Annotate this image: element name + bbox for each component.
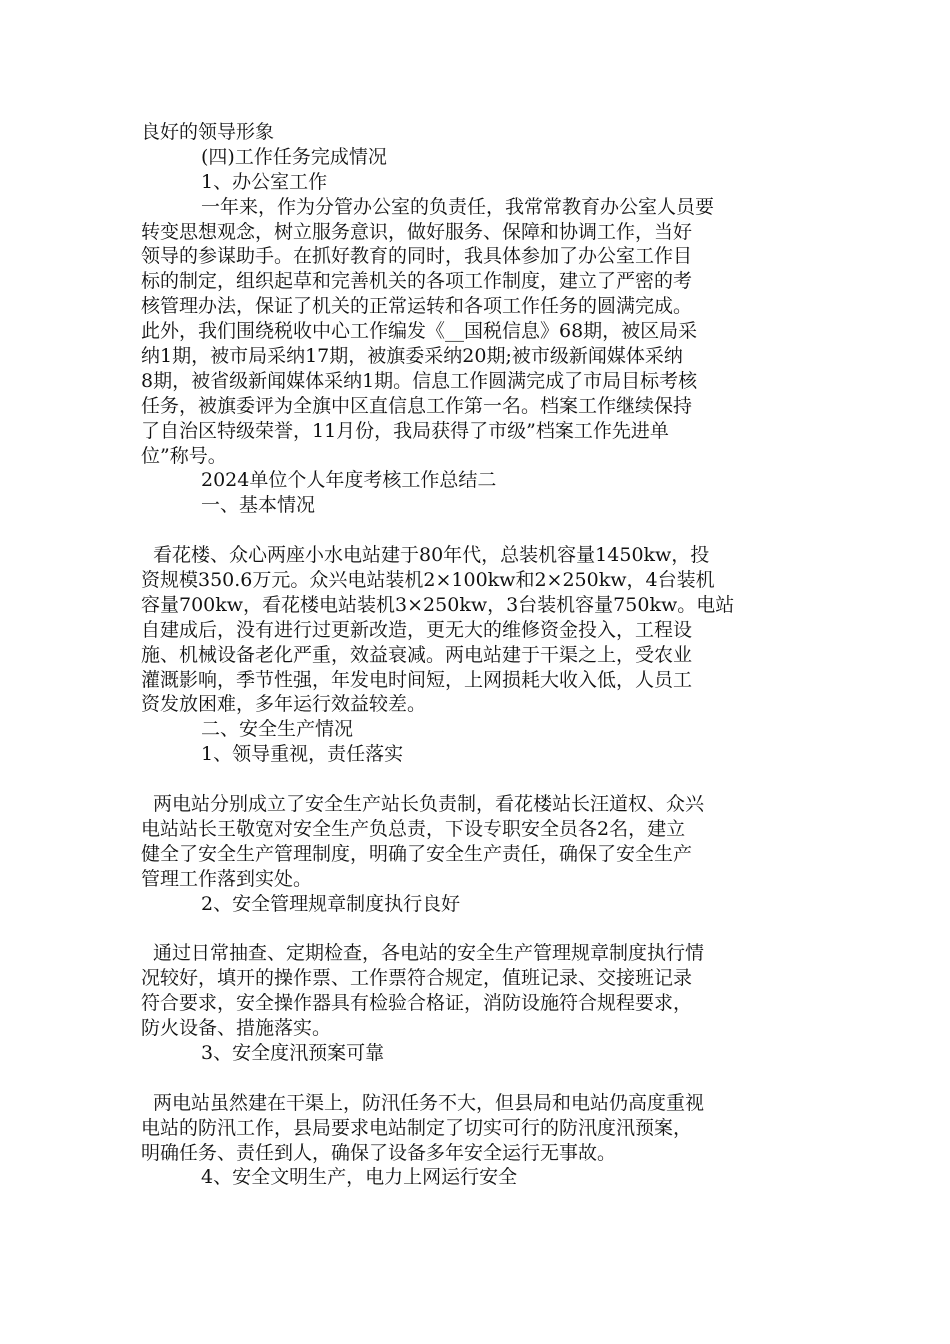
text-line: 资发放困难，多年运行效益较差。	[141, 693, 427, 716]
paragraph-heading-line: 3、安全度汛预案可靠	[201, 1041, 385, 1064]
text-line: 两电站虽然建在干渠上，防汛任务不大，但县局和电站仍高度重视	[153, 1091, 705, 1114]
text-line: 灌溉影响，季节性强，年发电时间短，上网损耗大收入低，人员工	[141, 668, 693, 691]
text-line: 防火设备、措施落实。	[141, 1017, 332, 1040]
blank-line	[141, 917, 811, 942]
text-line: 纳1期，被市局采纳17期，被旗委采纳20期;被市级新闻媒体采纳	[141, 345, 683, 368]
text-line: 8期，被省级新闻媒体采纳1期。信息工作圆满完成了市局目标考核	[141, 369, 698, 392]
paragraph-heading-line: 一年来，作为分管办公室的负责任，我常常教育办公室人员要	[201, 195, 715, 218]
text-line: 健全了安全生产管理制度，明确了安全生产责任，确保了安全生产	[141, 842, 693, 865]
paragraph-heading-line: 2、安全管理规章制度执行良好	[201, 892, 461, 915]
text-line: 核管理办法，保证了机关的正常运转和各项工作任务的圆满完成。	[141, 295, 693, 318]
blank-line	[141, 1066, 811, 1091]
text-line: 转变思想观念，树立服务意识，做好服务、保障和协调工作，当好	[141, 220, 693, 243]
text-line: 管理工作落到实处。	[141, 867, 313, 890]
blank-line	[141, 767, 811, 792]
text-line: 任务，被旗委评为全旗中区直信息工作第一名。档案工作继续保持	[141, 394, 693, 417]
text-line: 看花楼、众心两座小水电站建于80年代，总装机容量1450kw，投	[153, 544, 710, 567]
text-line: 此外，我们围绕税收中心工作编发《__国税信息》68期，被区局采	[141, 320, 698, 343]
paragraph-heading-line: 4、安全文明生产，电力上网运行安全	[201, 1166, 518, 1189]
text-line: 领导的参谋助手。在抓好教育的同时，我具体参加了办公室工作目	[141, 245, 693, 268]
text-line: 况较好，填开的操作票、工作票符合规定，值班记录、交接班记录	[141, 967, 693, 990]
blank-line	[141, 518, 811, 543]
text-line: 通过日常抽查、定期检查，各电站的安全生产管理规章制度执行情	[153, 942, 705, 965]
text-line: 施、机械设备老化严重，效益衰减。两电站建于干渠之上，受农业	[141, 643, 693, 666]
text-line: 容量700kw，看花楼电站装机3×250kw，3台装机容量750kw。电站	[141, 593, 735, 616]
text-line: 良好的领导形象	[141, 121, 275, 143]
text-line: 明确任务、责任到人，确保了设备多年安全运行无事故。	[141, 1141, 617, 1164]
text-line: 电站的防汛工作，县局要求电站制定了切实可行的防汛度汛预案，	[141, 1116, 693, 1139]
text-line: 标的制定，组织起草和完善机关的各项工作制度，建立了严密的考	[141, 270, 693, 293]
text-line: 符合要求，安全操作器具有检验合格证，消防设施符合规程要求，	[141, 992, 693, 1015]
text-line: 了自治区特级荣誉，11月份，我局获得了市级”档案工作先进单	[141, 419, 669, 442]
paragraph-heading-line: 1、办公室工作	[201, 170, 328, 193]
paragraph-heading-line: 二、安全生产情况	[201, 718, 354, 741]
text-line: 位”称号。	[141, 444, 227, 467]
paragraph-heading-line: 2024单位个人年度考核工作总结二	[201, 469, 497, 492]
text-line: 资规模350.6万元。众兴电站装机2×100kw和2×250kw，4台装机	[141, 569, 715, 592]
text-line: 电站站长王敬宽对安全生产负总责，下设专职安全员各2名，建立	[141, 817, 686, 840]
document-page	[141, 120, 811, 1190]
text-line: 两电站分别成立了安全生产站长负责制，看花楼站长汪道权、众兴	[153, 793, 705, 816]
paragraph-heading-line: 一、基本情况	[201, 494, 316, 517]
paragraph-heading-line: (四)工作任务完成情况	[201, 145, 387, 168]
text-line: 自建成后，没有进行过更新改造，更无大的维修资金投入，工程设	[141, 618, 693, 641]
paragraph-heading-line: 1、领导重视，责任落实	[201, 743, 404, 766]
